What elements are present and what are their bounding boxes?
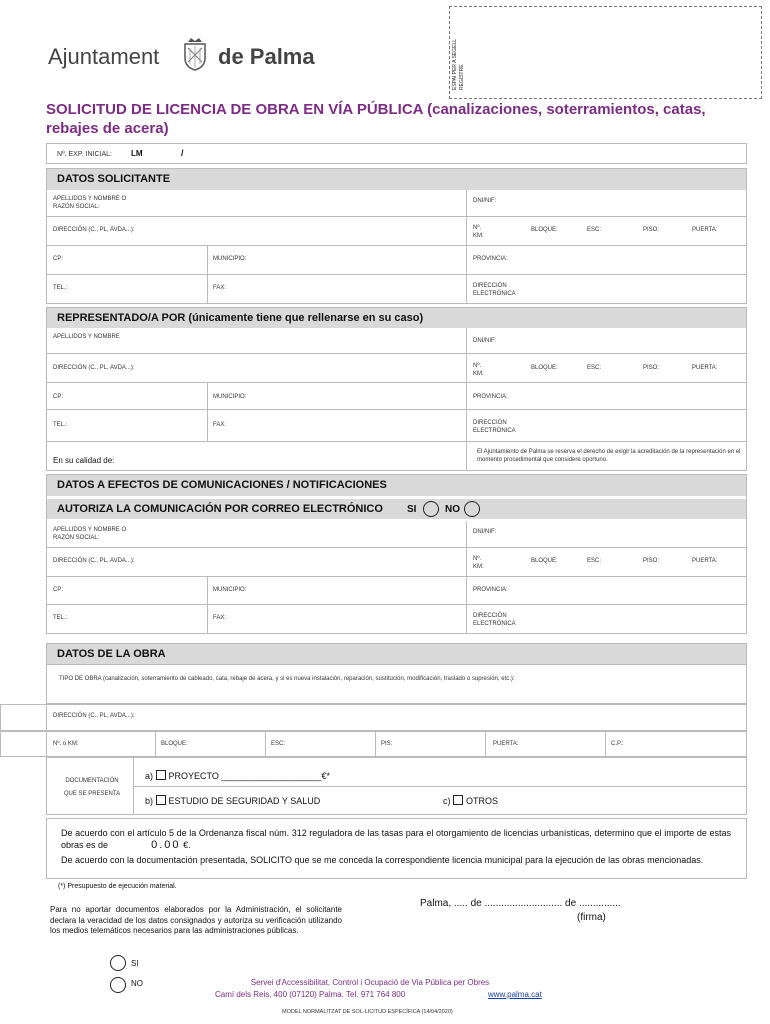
representado-calidad-label: En su calidad de: [53, 456, 115, 465]
solicitante-cp-label: CP: [53, 256, 64, 262]
comunicaciones-num-label: Nº. KM: [473, 556, 484, 570]
checkbox-icon[interactable] [156, 795, 166, 805]
comunicaciones-municipio-label: MUNICIPIO: [213, 587, 247, 593]
representado-heading: REPRESENTADO/A POR (únicamente tiene que rellenarse en su caso) [47, 308, 746, 328]
importe-moneda: €. [183, 840, 191, 850]
solicitante-tel-label: TEL.: [53, 285, 68, 291]
footer-servicio: Servei d'Accessibilitat, Control i Ocupació de Via Pública per Obres [250, 978, 490, 987]
doc-a-option[interactable] [145, 770, 330, 781]
representado-dni-label: DNI/NIF: [473, 338, 497, 344]
documentacion-row [46, 757, 747, 815]
comunicaciones-dni-label: DNI/NIF: [473, 529, 497, 535]
comunicaciones-piso-label: PISO: [643, 558, 660, 564]
firma-fecha[interactable]: Palma, ..... de ............................ de ............... [420, 898, 621, 909]
aporte-no-label: NO [131, 979, 143, 988]
exp-separator: / [181, 148, 184, 158]
exp-field[interactable] [46, 143, 747, 164]
obra-tipo-label: TIPO DE OBRA (canalización, soterramiento de cableado, cata, rebaje de acera, y si es nueva instalación, reparación, sustitución, modificación, traslado o supresión, etc.): [59, 676, 515, 682]
comunicaciones-nombre-label: APELLIDOS Y NOMBRE O RAZÓN SOCIAL: [53, 527, 127, 541]
comunicaciones-puerta-label: PUERTA: [692, 558, 718, 564]
autoriza-heading [47, 499, 746, 519]
registry-stamp-box [449, 6, 762, 99]
autoriza-no-radio[interactable] [464, 501, 480, 517]
solicitante-puerta-label: PUERTA: [692, 227, 718, 233]
representado-email-label: DIRECCIÓN ELECTRÓNICA [473, 420, 516, 434]
doc-b-option[interactable] [145, 795, 320, 806]
doc-a-letter: a) [145, 771, 154, 781]
solicitante-fax-label: FAX: [213, 285, 227, 291]
solicitante-num-label: Nº. KM: [473, 225, 484, 239]
obra-pis-label: PIS: [381, 741, 393, 747]
importe-field[interactable]: 0.00 [151, 839, 181, 851]
comunicaciones-tel-label: TEL.: [53, 615, 68, 621]
obra-direccion-label: DIRECCIÓN (C., PL, AVDA...): [53, 713, 135, 719]
comunicaciones-bloque-label: BLOQUE: [531, 558, 558, 564]
stamp-label: ESPAI PER A SEGELL REGISTRE [452, 39, 465, 90]
representado-section [46, 307, 747, 471]
logo-ajuntament: Ajuntament [48, 44, 160, 69]
doc-c-letter: c) [443, 796, 451, 806]
representado-bloque-label: BLOQUE: [531, 365, 558, 371]
doc-b-letter: b) [145, 796, 154, 806]
exp-prefix: LM [131, 149, 143, 158]
solicitante-esc-label: ESC: [587, 227, 602, 233]
solicitante-dni-label: DNI/NIF: [473, 198, 497, 204]
checkbox-icon[interactable] [453, 795, 463, 805]
representado-direccion-label: DIRECCIÓN (C., PL, AVDA...): [53, 365, 135, 371]
aporte-texto: Para no aportar documentos elaborados por la Administración, el solicitante declara la veracidad de los datos consignados y autoriza su verificación utilizando los medios telemáticos necesarios para las administraciones públicas. [50, 905, 342, 935]
solicitante-piso-label: PISO: [643, 227, 660, 233]
representado-municipio-label: MUNICIPIO: [213, 394, 247, 400]
obra-direccion-field[interactable] [0, 704, 747, 731]
logo-de-palma: de Palma [218, 44, 315, 69]
representado-piso-label: PISO: [643, 365, 660, 371]
solicitante-municipio-label: MUNICIPIO: [213, 256, 247, 262]
comunicaciones-provincia-label: PROVINCIA: [473, 587, 508, 593]
autoriza-si-radio[interactable] [423, 501, 439, 517]
obra-puerta-label: PUERTA: [493, 741, 519, 747]
obra-tipo-field[interactable] [46, 664, 747, 704]
representado-nombre-label: APELLIDOS Y NOMBRE [53, 334, 120, 340]
form-title: SOLICITUD DE LICENCIA DE OBRA EN VÍA PÚBLICA (canalizaciones, soterramientos, catas, rebajes de acera) [46, 101, 706, 137]
representado-num-label: Nº. KM: [473, 363, 484, 377]
representado-cp-label: CP: [53, 394, 64, 400]
obra-cp-label: C.P.: [611, 741, 624, 747]
coat-of-arms-icon [180, 36, 210, 72]
exp-label: Nº. EXP. INICIAL: [57, 151, 112, 158]
solicitante-email-label: DIRECCIÓN ELECTRÓNICA [473, 283, 516, 297]
autoriza-label: AUTORIZA LA COMUNICACIÓN POR CORREO ELECTRÓNICO [57, 503, 383, 515]
representado-provincia-label: PROVINCIA: [473, 394, 508, 400]
declaracion-parrafo-1 [61, 827, 731, 851]
representado-puerta-label: PUERTA: [692, 365, 718, 371]
obra-bloque-label: BLOQUE: [161, 741, 188, 747]
comunicaciones-heading: DATOS A EFECTOS DE COMUNICACIONES / NOTIFICACIONES [47, 475, 746, 496]
comunicaciones-email-label: DIRECCIÓN ELECTRÓNICA [473, 613, 516, 627]
representado-fax-label: FAX: [213, 422, 227, 428]
checkbox-icon[interactable] [156, 770, 166, 780]
comunicaciones-direccion-label: DIRECCIÓN (C., PL, AVDA...): [53, 558, 135, 564]
comunicaciones-esc-label: ESC: [587, 558, 602, 564]
declaracion-box [46, 818, 747, 879]
declaracion-p1-text: De acuerdo con el artículo 5 de la Ordenanza fiscal núm. 312 reguladora de las tasas para el otorgamiento de licencias urbanísticas, determino que el importe de estas obras es de [61, 828, 731, 850]
footer-model: MODEL NORMALITZAT DE SOL·LICITUD ESPECÍFICA (14/04/2020) [282, 1009, 453, 1015]
doc-a-text: PROYECTO ____________________€* [168, 771, 330, 781]
aporte-si-label: SI [131, 959, 139, 968]
autoriza-no-label: NO [445, 504, 460, 515]
representado-nota: El Ajuntamiento de Palma se reserva el derecho de exigir la acreditación de la representación en el momento procedimental que considere oportuno. [477, 449, 741, 463]
representado-tel-label: TEL.: [53, 422, 68, 428]
comunicaciones-cp-label: CP: [53, 587, 64, 593]
obra-num-label: Nº. o KM: [53, 741, 79, 747]
footer-direccion: Camí dels Reis, 400 (07120) Palma. Tel. 971 764 800 [215, 990, 406, 999]
comunicaciones-section [46, 474, 747, 634]
doc-c-text: OTROS [466, 796, 499, 806]
solicitante-heading: DATOS SOLICITANTE [47, 169, 746, 190]
firma-label: (firma) [577, 912, 606, 923]
footer-url-link[interactable]: www.palma.cat [488, 990, 542, 999]
representado-esc-label: ESC: [587, 365, 602, 371]
presupuesto-nota: (*) Presupuesto de ejecución material. [58, 883, 177, 890]
aporte-si-radio[interactable] [110, 955, 126, 971]
doc-c-option[interactable] [443, 795, 498, 806]
solicitante-nombre-label: APELLIDOS Y NOMBRE O RAZÓN SOCIAL: [53, 196, 127, 210]
solicitante-direccion-label: DIRECCIÓN (C., PL, AVDA...): [53, 227, 135, 233]
autoriza-si-label: SI [407, 504, 417, 515]
solicitante-section [46, 168, 747, 304]
declaracion-parrafo-2: De acuerdo con la documentación presentada, SOLICITO que se me conceda la correspondiente licencia municipal para la ejecución de las obras mencionadas. [61, 855, 704, 865]
documentacion-label: DOCUMENTACIÓN QUE SE PRESENTA [63, 778, 121, 797]
aporte-no-radio[interactable] [110, 977, 126, 993]
obra-numero-row [0, 731, 747, 757]
obra-esc-label: ESC: [271, 741, 286, 747]
obra-heading: DATOS DE LA OBRA [47, 644, 746, 665]
comunicaciones-fax-label: FAX: [213, 615, 227, 621]
solicitante-bloque-label: BLOQUE: [531, 227, 558, 233]
doc-b-text: ESTUDIO DE SEGURIDAD Y SALUD [168, 796, 321, 806]
solicitante-provincia-label: PROVINCIA: [473, 256, 508, 262]
